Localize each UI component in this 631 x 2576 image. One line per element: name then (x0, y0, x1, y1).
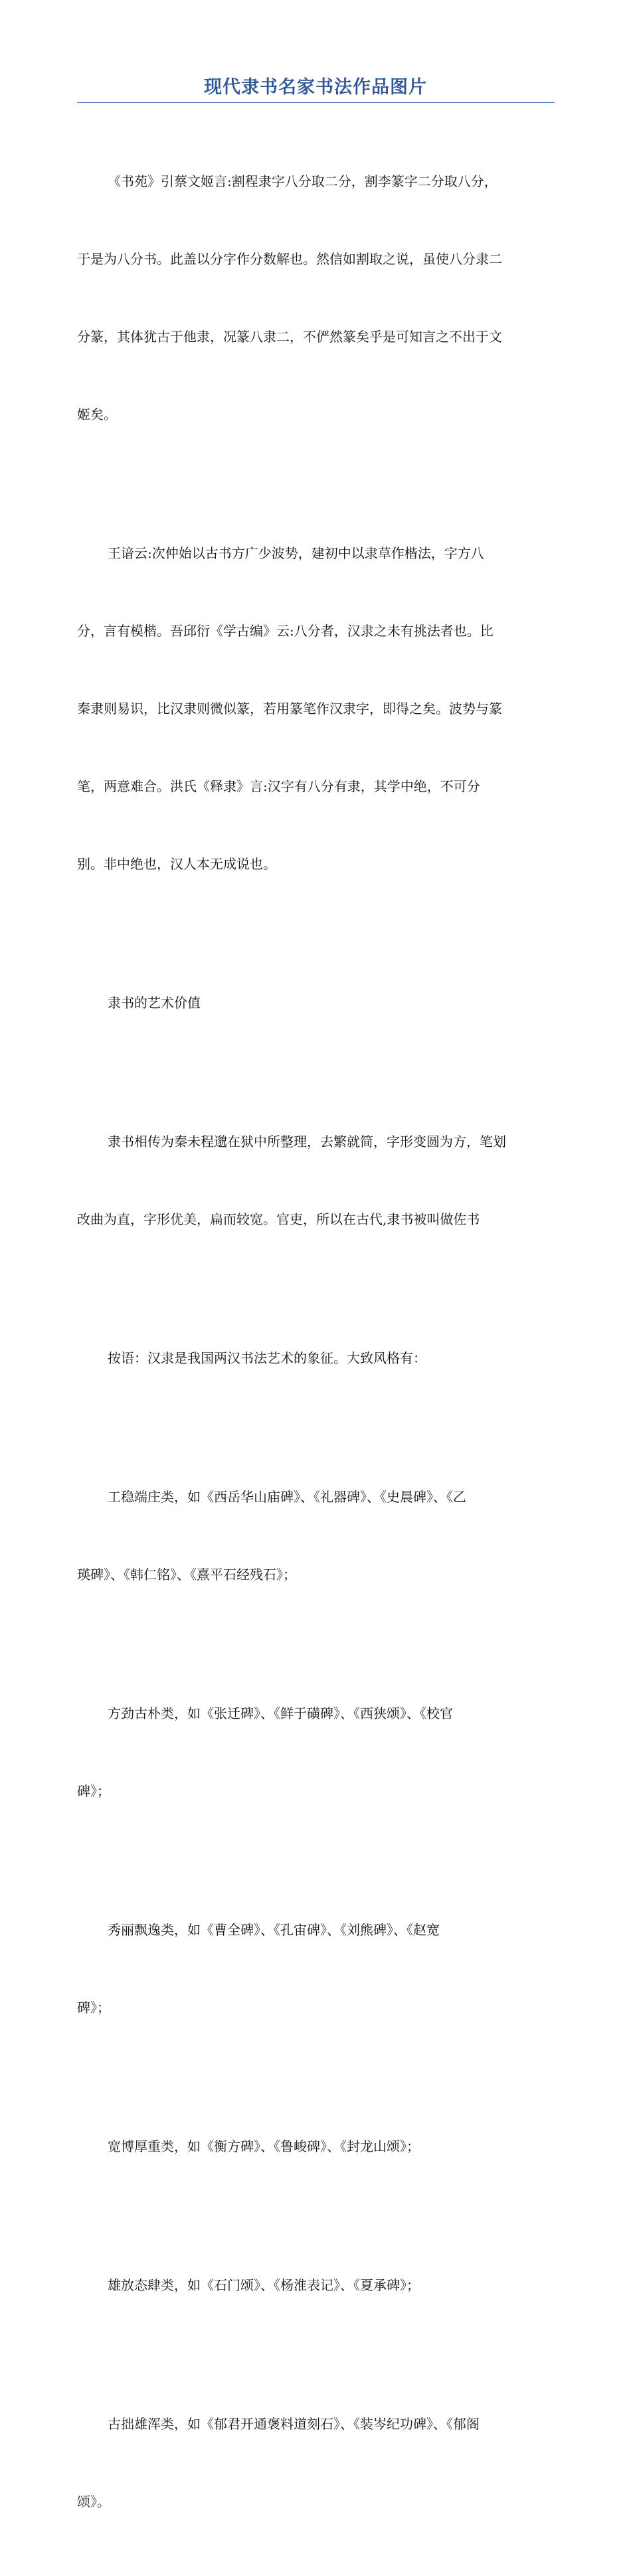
paragraph-line: 碑》； (77, 1783, 110, 1799)
style-item-guzhuo (77, 2360, 555, 2567)
paragraph-note (77, 1294, 555, 1423)
paragraph-line: 《书苑》引蔡文姬言:割程隶字八分取二分，割李篆字二分取八分， (108, 173, 497, 189)
style-item-xiongfang (77, 2221, 555, 2350)
style-item-kuanbo (77, 2082, 555, 2211)
paragraph-line: 姬矣。 (77, 406, 117, 422)
paragraph-line: 方劲古朴类，如《张迁碑》、《鲜于磺碑》、《西狭颂》、《校官 (108, 1705, 453, 1721)
paragraph-cheng-miao (77, 1077, 555, 1284)
paragraph-line: 宽博厚重类，如《衡方碑》、《鲁峻碑》、《封龙山颂》； (108, 2138, 420, 2154)
paragraph-line: 秀丽飘逸类，如《曹全碑》、《孔宙碑》、《刘熊碑》、《赵宽 (108, 1922, 440, 1938)
paragraph-line: 碑》； (77, 2000, 110, 2016)
paragraph-line: 笔，两意难合。洪氏《释隶》言:汉字有八分有隶，其学中绝，不可分 (77, 778, 480, 794)
page-title: 现代隶书名家书法作品图片 (204, 77, 427, 98)
paragraph-line: 秦隶则易识，比汉隶则微似篆，若用篆笔作汉隶字，即得之矣。波势与篆 (77, 701, 502, 717)
style-item-gongwen (77, 1432, 555, 1640)
paragraph-line: 按语：汉隶是我国两汉书法艺术的象征。大致风格有： (108, 1350, 426, 1366)
paragraph-shuyuan (77, 117, 555, 479)
paragraph-line: 分篆，其体犹古于他隶，况篆八隶二，不俨然篆矣乎是可知言之不出于文 (77, 329, 502, 345)
paragraph-line: 古拙雄浑类，如《郁君开通褒料道刻石》、《装岑纪功碑》、《郁阁 (108, 2416, 480, 2432)
paragraph-line: 隶书相传为秦未程邈在狱中所整理，去繁就简，字形变圆为方，笔划 (108, 1134, 506, 1150)
style-item-fangjin (77, 1649, 555, 1856)
paragraph-line: 隶书的艺术价值 (108, 995, 201, 1011)
paragraph-line: 分，言有模楷。吾邱衍《学古编》云:八分者，汉隶之未有挑法者也。比 (77, 623, 494, 639)
paragraph-line: 于是为八分书。此盖以分字作分数解也。然信如割取之说，虽使八分隶二 (77, 251, 502, 267)
document-body (77, 117, 555, 2576)
paragraph-line: 改曲为直，字形优美，扁而较宽。官吏，所以在古代,隶书被叫做佐书 (77, 1211, 480, 1227)
paragraph-line: 工稳端庄类，如《西岳华山庙碑》、《礼器碑》、《史晨碑》、《乙 (108, 1489, 466, 1505)
style-item-xiuli (77, 1865, 555, 2073)
paragraph-line: 别。非中绝也，汉人本无成说也。 (77, 856, 276, 872)
paragraph-line: 瑛碑》、《韩仁铭》、《熹平石经残石》； (77, 1567, 296, 1583)
paragraph-line: 雄放态肆类，如《石门颂》、《杨淮表记》、《夏承碑》； (108, 2277, 420, 2293)
paragraph-line: 王谙云:次仲始以古书方广少波势，建初中以隶草作楷法，字方八 (108, 545, 484, 561)
title-underline-divider (77, 102, 555, 103)
paragraph-line: 颂》。 (77, 2494, 110, 2510)
section-heading-artistic-value (77, 938, 555, 1068)
paragraph-wang-yin (77, 489, 555, 929)
